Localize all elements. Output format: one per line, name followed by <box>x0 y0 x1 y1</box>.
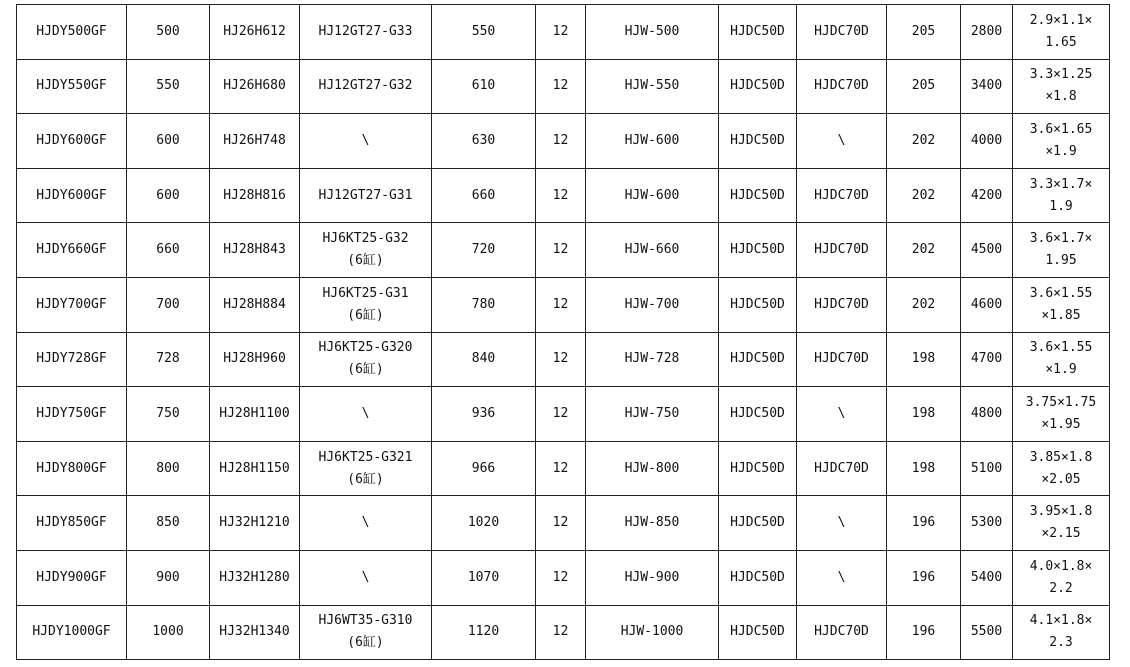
table-row <box>17 496 1110 551</box>
alt-engine-model-cell: \ <box>300 114 432 169</box>
consumption-cell: 196 <box>887 496 961 551</box>
consumption-cell: 202 <box>887 114 961 169</box>
capacity-cell: 660 <box>432 168 536 223</box>
capacity-cell: 780 <box>432 277 536 332</box>
engine-model-cell: HJ28H1100 <box>210 387 300 442</box>
dimensions-cell: 3.6×1.55 ×1.85 <box>1013 277 1110 332</box>
weight-cell: 4200 <box>961 168 1013 223</box>
count-cell: 12 <box>536 550 586 605</box>
table-row <box>17 223 1110 278</box>
consumption-cell: 202 <box>887 223 961 278</box>
count-cell: 12 <box>536 5 586 60</box>
dimensions-cell: 3.75×1.75 ×1.95 <box>1013 387 1110 442</box>
consumption-cell: 198 <box>887 441 961 496</box>
table-row <box>17 277 1110 332</box>
dimensions-cell: 3.95×1.8 ×2.15 <box>1013 496 1110 551</box>
weight-cell: 5500 <box>961 605 1013 660</box>
count-cell: 12 <box>536 277 586 332</box>
genset-model-cell: HJDY900GF <box>17 550 127 605</box>
alternator-model-cell: HJW-900 <box>586 550 719 605</box>
table-row <box>17 168 1110 223</box>
consumption-cell: 198 <box>887 387 961 442</box>
engine-model-cell: HJ32H1340 <box>210 605 300 660</box>
alternator-model-cell: HJW-660 <box>586 223 719 278</box>
weight-cell: 5300 <box>961 496 1013 551</box>
engine-model-cell: HJ28H843 <box>210 223 300 278</box>
alt-engine-model-cell: HJ12GT27-G31 <box>300 168 432 223</box>
engine-model-cell: HJ28H960 <box>210 332 300 387</box>
dimensions-cell: 3.6×1.7× 1.95 <box>1013 223 1110 278</box>
dimensions-cell: 3.3×1.7× 1.9 <box>1013 168 1110 223</box>
genset-model-cell: HJDY750GF <box>17 387 127 442</box>
table-row <box>17 387 1110 442</box>
controller-b-cell: HJDC70D <box>797 605 887 660</box>
controller-b-cell: HJDC70D <box>797 168 887 223</box>
controller-b-cell: HJDC70D <box>797 441 887 496</box>
alternator-model-cell: HJW-1000 <box>586 605 719 660</box>
alt-engine-model-cell: \ <box>300 387 432 442</box>
controller-b-cell: \ <box>797 550 887 605</box>
alternator-model-cell: HJW-800 <box>586 441 719 496</box>
controller-a-cell: HJDC50D <box>719 550 797 605</box>
capacity-cell: 966 <box>432 441 536 496</box>
count-cell: 12 <box>536 387 586 442</box>
controller-a-cell: HJDC50D <box>719 223 797 278</box>
alternator-model-cell: HJW-728 <box>586 332 719 387</box>
table-row <box>17 114 1110 169</box>
power-cell: 500 <box>127 5 210 60</box>
genset-model-cell: HJDY600GF <box>17 114 127 169</box>
count-cell: 12 <box>536 114 586 169</box>
power-cell: 728 <box>127 332 210 387</box>
engine-model-cell: HJ26H748 <box>210 114 300 169</box>
count-cell: 12 <box>536 168 586 223</box>
power-cell: 900 <box>127 550 210 605</box>
alternator-model-cell: HJW-500 <box>586 5 719 60</box>
genset-model-cell: HJDY728GF <box>17 332 127 387</box>
weight-cell: 3400 <box>961 59 1013 114</box>
capacity-cell: 630 <box>432 114 536 169</box>
engine-model-cell: HJ28H816 <box>210 168 300 223</box>
count-cell: 12 <box>536 223 586 278</box>
dimensions-cell: 3.6×1.55 ×1.9 <box>1013 332 1110 387</box>
weight-cell: 4700 <box>961 332 1013 387</box>
table-row <box>17 332 1110 387</box>
engine-model-cell: HJ32H1280 <box>210 550 300 605</box>
genset-model-cell: HJDY600GF <box>17 168 127 223</box>
alt-engine-model-cell: HJ12GT27-G32 <box>300 59 432 114</box>
consumption-cell: 202 <box>887 277 961 332</box>
capacity-cell: 840 <box>432 332 536 387</box>
controller-b-cell: HJDC70D <box>797 277 887 332</box>
power-cell: 600 <box>127 114 210 169</box>
power-cell: 600 <box>127 168 210 223</box>
table-row <box>17 5 1110 60</box>
alternator-model-cell: HJW-550 <box>586 59 719 114</box>
controller-a-cell: HJDC50D <box>719 277 797 332</box>
engine-model-cell: HJ28H1150 <box>210 441 300 496</box>
alt-engine-model-cell: HJ12GT27-G33 <box>300 5 432 60</box>
controller-b-cell: \ <box>797 114 887 169</box>
capacity-cell: 1020 <box>432 496 536 551</box>
consumption-cell: 205 <box>887 59 961 114</box>
controller-a-cell: HJDC50D <box>719 114 797 169</box>
power-cell: 800 <box>127 441 210 496</box>
count-cell: 12 <box>536 496 586 551</box>
alt-engine-model-cell: HJ6KT25-G320 (6缸) <box>300 332 432 387</box>
alternator-model-cell: HJW-750 <box>586 387 719 442</box>
weight-cell: 5400 <box>961 550 1013 605</box>
count-cell: 12 <box>536 332 586 387</box>
genset-model-cell: HJDY550GF <box>17 59 127 114</box>
controller-a-cell: HJDC50D <box>719 168 797 223</box>
engine-model-cell: HJ32H1210 <box>210 496 300 551</box>
count-cell: 12 <box>536 605 586 660</box>
table-row <box>17 441 1110 496</box>
consumption-cell: 202 <box>887 168 961 223</box>
dimensions-cell: 3.6×1.65 ×1.9 <box>1013 114 1110 169</box>
weight-cell: 4600 <box>961 277 1013 332</box>
controller-a-cell: HJDC50D <box>719 441 797 496</box>
capacity-cell: 936 <box>432 387 536 442</box>
weight-cell: 5100 <box>961 441 1013 496</box>
power-cell: 850 <box>127 496 210 551</box>
controller-a-cell: HJDC50D <box>719 5 797 60</box>
engine-model-cell: HJ28H884 <box>210 277 300 332</box>
controller-a-cell: HJDC50D <box>719 605 797 660</box>
controller-b-cell: \ <box>797 496 887 551</box>
alt-engine-model-cell: HJ6KT25-G31 (6缸) <box>300 277 432 332</box>
table-body <box>17 5 1110 660</box>
alternator-model-cell: HJW-850 <box>586 496 719 551</box>
alternator-model-cell: HJW-700 <box>586 277 719 332</box>
table-row <box>17 550 1110 605</box>
power-cell: 700 <box>127 277 210 332</box>
genset-model-cell: HJDY800GF <box>17 441 127 496</box>
controller-a-cell: HJDC50D <box>719 59 797 114</box>
capacity-cell: 610 <box>432 59 536 114</box>
consumption-cell: 198 <box>887 332 961 387</box>
controller-b-cell: HJDC70D <box>797 332 887 387</box>
power-cell: 750 <box>127 387 210 442</box>
controller-b-cell: HJDC70D <box>797 5 887 60</box>
dimensions-cell: 4.1×1.8× 2.3 <box>1013 605 1110 660</box>
controller-b-cell: HJDC70D <box>797 223 887 278</box>
count-cell: 12 <box>536 59 586 114</box>
controller-a-cell: HJDC50D <box>719 387 797 442</box>
capacity-cell: 720 <box>432 223 536 278</box>
weight-cell: 2800 <box>961 5 1013 60</box>
controller-a-cell: HJDC50D <box>719 332 797 387</box>
capacity-cell: 550 <box>432 5 536 60</box>
engine-model-cell: HJ26H680 <box>210 59 300 114</box>
dimensions-cell: 3.3×1.25 ×1.8 <box>1013 59 1110 114</box>
dimensions-cell: 3.85×1.8 ×2.05 <box>1013 441 1110 496</box>
consumption-cell: 205 <box>887 5 961 60</box>
controller-a-cell: HJDC50D <box>719 496 797 551</box>
controller-b-cell: \ <box>797 387 887 442</box>
alt-engine-model-cell: \ <box>300 496 432 551</box>
table-row <box>17 605 1110 660</box>
alternator-model-cell: HJW-600 <box>586 168 719 223</box>
power-cell: 1000 <box>127 605 210 660</box>
power-cell: 660 <box>127 223 210 278</box>
dimensions-cell: 2.9×1.1× 1.65 <box>1013 5 1110 60</box>
genset-model-cell: HJDY700GF <box>17 277 127 332</box>
power-cell: 550 <box>127 59 210 114</box>
capacity-cell: 1070 <box>432 550 536 605</box>
engine-model-cell: HJ26H612 <box>210 5 300 60</box>
dimensions-cell: 4.0×1.8× 2.2 <box>1013 550 1110 605</box>
controller-b-cell: HJDC70D <box>797 59 887 114</box>
weight-cell: 4500 <box>961 223 1013 278</box>
genset-model-cell: HJDY660GF <box>17 223 127 278</box>
consumption-cell: 196 <box>887 550 961 605</box>
genset-model-cell: HJDY850GF <box>17 496 127 551</box>
capacity-cell: 1120 <box>432 605 536 660</box>
alternator-model-cell: HJW-600 <box>586 114 719 169</box>
consumption-cell: 196 <box>887 605 961 660</box>
genset-model-cell: HJDY500GF <box>17 5 127 60</box>
alt-engine-model-cell: HJ6WT35-G310 (6缸) <box>300 605 432 660</box>
alt-engine-model-cell: \ <box>300 550 432 605</box>
alt-engine-model-cell: HJ6KT25-G32 (6缸) <box>300 223 432 278</box>
count-cell: 12 <box>536 441 586 496</box>
alt-engine-model-cell: HJ6KT25-G321 (6缸) <box>300 441 432 496</box>
table-row <box>17 59 1110 114</box>
genset-model-cell: HJDY1000GF <box>17 605 127 660</box>
weight-cell: 4800 <box>961 387 1013 442</box>
weight-cell: 4000 <box>961 114 1013 169</box>
genset-spec-table <box>16 4 1110 660</box>
